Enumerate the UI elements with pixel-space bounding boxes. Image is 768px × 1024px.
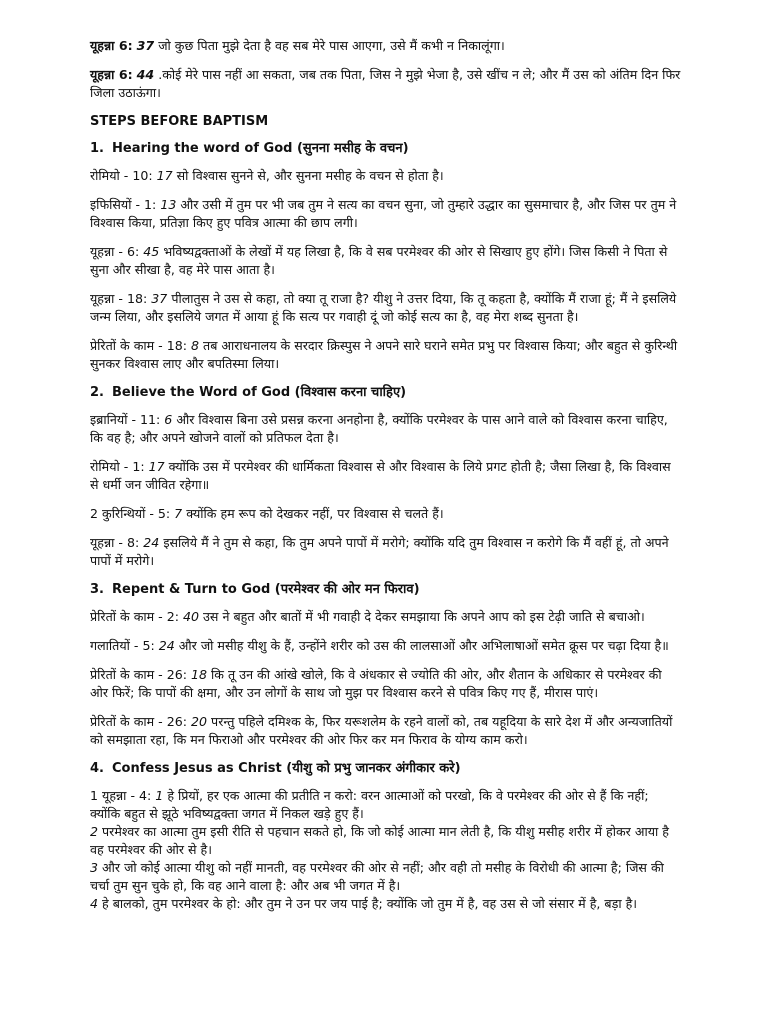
step-title: Hearing the word of God (सुनना मसीह के वचन) bbox=[112, 141, 409, 156]
verse-text: उस ने बहुत और बातों में भी गवाही दे देकर समझाया कि अपने आप को इस टेढ़ी जाति से बचाओ। bbox=[203, 609, 645, 624]
verse-number: 4 bbox=[90, 896, 99, 911]
verse-number: 20 bbox=[191, 714, 208, 729]
verse-book: 2 कुरिन्थियों - 5: bbox=[90, 506, 171, 521]
verse-text: क्योंकि हम रूप को देखकर नहीं, पर विश्वास से चलते हैं। bbox=[186, 506, 444, 521]
section-title: STEPS BEFORE BAPTISM bbox=[90, 114, 269, 129]
verse-book: प्रेरितों के काम - 2: bbox=[90, 609, 179, 624]
step-heading-2 bbox=[90, 384, 682, 402]
verse-book: रोमियो - 1: bbox=[90, 459, 145, 474]
verse-book: प्रेरितों के काम - 18: bbox=[90, 338, 187, 353]
verse-book: यूहन्ना - 18: bbox=[90, 291, 148, 306]
verse-text: हे बालको, तुम परमेश्वर के हो: और तुम ने उन पर जय पाई है; क्योंकि जो तुम में है, वह उस से जो संसार में है, बड़ा है। bbox=[102, 896, 638, 911]
step-heading-4 bbox=[90, 760, 682, 778]
verse-text: सो विश्वास सुनने से, और सुनना मसीह के वचन से होता है। bbox=[176, 168, 444, 183]
verse-paragraph bbox=[90, 243, 682, 279]
verse-reference: यूहन्ना 6: bbox=[90, 38, 133, 53]
verse-number: 40 bbox=[182, 609, 200, 624]
verse-book: प्रेरितों के काम - 26: bbox=[90, 667, 187, 682]
verse-text: परन्तु पहिले दमिश्क के, फिर यरूशलेम के रहने वालों को, तब यहूदिया के सारे देश में और अन्यजातियों को समझाता रहा, कि मन फिराओ और परमेश्वर की ओर फिर कर मन फिराव के योग्य काम करो। bbox=[90, 714, 673, 747]
verse-block bbox=[90, 787, 682, 913]
verse-paragraph bbox=[90, 823, 682, 859]
verse-text: तब आराधनालय के सरदार क्रिस्पुस ने अपने सारे घराने समेत प्रभु पर विश्वास किया; और बहुत से कुरिन्थी सुनकर विश्वास लाए और बपतिस्मा लिया। bbox=[90, 338, 678, 371]
verse-text: .कोई मेरे पास नहीं आ सकता, जब तक पिता, जिस ने मुझे भेजा है, उसे खींच न ले; और मैं उस को अंतिम दिन फिर जिला उठाऊंगा। bbox=[90, 67, 681, 100]
verse-text: और विश्वास बिना उसे प्रसन्न करना अनहोना है, क्योंकि परमेश्वर के पास आने वाले को विश्वास करना चाहिए, कि वह है; और अपने खोजने वालों को प्रतिफल देता है। bbox=[90, 412, 668, 445]
verse-book: इब्रानियों - 11: bbox=[90, 412, 161, 427]
step-number: 1. bbox=[90, 141, 104, 156]
verse-book: यूहन्ना - 6: bbox=[90, 244, 140, 259]
verse-paragraph bbox=[90, 196, 682, 232]
verse-paragraph bbox=[90, 666, 682, 702]
verse-text: और जो मसीह यीशु के हैं, उन्होंने शरीर को उस की लालसाओं और अभिलाषाओं समेत क्रूस पर चढ़ा दिया है॥ bbox=[178, 638, 669, 653]
verse-book: इफिसियों - 1: bbox=[90, 197, 157, 212]
verse-book: यूहन्ना - 8: bbox=[90, 535, 140, 550]
verse-paragraph bbox=[90, 337, 682, 373]
verse-paragraph bbox=[90, 167, 682, 185]
verse-number: 1 bbox=[155, 788, 164, 803]
verse-number: 44 bbox=[136, 67, 155, 82]
verse-paragraph bbox=[90, 859, 682, 895]
verse-number: 37 bbox=[136, 38, 155, 53]
step-number: 2. bbox=[90, 385, 104, 400]
verse-text: परमेश्वर का आत्मा तुम इसी रीति से पहचान सकते हो, कि जो कोई आत्मा मान लेती है, कि यीशु मसीह शरीर में होकर आया है वह परमेश्वर की ओर से है। bbox=[90, 824, 669, 857]
verse-paragraph bbox=[90, 608, 682, 626]
step-title: Repent & Turn to God (परमेश्वर की ओर मन फिराव) bbox=[112, 582, 420, 597]
verse-number: 13 bbox=[160, 197, 177, 212]
intro-verse-2 bbox=[90, 66, 682, 102]
verse-text: हे प्रियों, हर एक आत्मा की प्रतीति न करो: वरन आत्माओं को परखो, कि वे परमेश्वर की ओर से हैं कि नहीं; क्योंकि बहुत से झूठे भविष्यद्वक्ता जगत में निकल खड़े हुए हैं। bbox=[90, 788, 649, 821]
verse-book: गलातियों - 5: bbox=[90, 638, 155, 653]
verse-number: 6 bbox=[164, 412, 173, 427]
verse-number: 37 bbox=[151, 291, 168, 306]
verse-text: कि तू उन की आंखे खोले, कि वे अंधकार से ज्योति की ओर, और शैतान के अधिकार से परमेश्वर की ओर फिरें; कि पापों की क्षमा, और उन लोगों के साथ जो मुझ पर विश्वास करने से पवित्र किए गए हैं, मीरास पाएं। bbox=[90, 667, 662, 700]
step-heading-1 bbox=[90, 140, 682, 158]
verse-paragraph bbox=[90, 290, 682, 326]
verse-number: 17 bbox=[156, 168, 173, 183]
verse-number: 18 bbox=[191, 667, 208, 682]
verse-number: 24 bbox=[143, 535, 160, 550]
step-heading-3 bbox=[90, 581, 682, 599]
intro-verse-1 bbox=[90, 37, 682, 55]
verse-text: और जो कोई आत्मा यीशु को नहीं मानती, वह परमेश्वर की ओर से नहीं; और वही तो मसीह के विरोधी की आत्मा है; जिस की चर्चा तुम सुन चुके हो, कि वह आने वाला है: और अब भी जगत में है। bbox=[90, 860, 664, 893]
verse-paragraph bbox=[90, 787, 682, 823]
verse-number: 8 bbox=[191, 338, 200, 353]
verse-number: 24 bbox=[158, 638, 175, 653]
verse-number: 2 bbox=[90, 824, 99, 839]
verse-paragraph bbox=[90, 895, 682, 913]
step-title: Confess Jesus as Christ (यीशु को प्रभु जानकर अंगीकार करे) bbox=[112, 761, 461, 776]
verse-book: प्रेरितों के काम - 26: bbox=[90, 714, 187, 729]
verse-number: 45 bbox=[143, 244, 160, 259]
verse-paragraph bbox=[90, 713, 682, 749]
verse-text: जो कुछ पिता मुझे देता है वह सब मेरे पास आएगा, उसे मैं कभी न निकालूंगा। bbox=[158, 38, 505, 53]
verse-paragraph bbox=[90, 411, 682, 447]
verse-text: क्योंकि उस में परमेश्वर की धार्मिकता विश्वास से और विश्वास के लिये प्रगट होती है; जैसा लिखा है, कि विश्वास से धर्मी जन जीवित रहेगा॥ bbox=[90, 459, 671, 492]
verse-number: 7 bbox=[174, 506, 183, 521]
verse-paragraph bbox=[90, 458, 682, 494]
verse-paragraph bbox=[90, 637, 682, 655]
verse-paragraph bbox=[90, 534, 682, 570]
verse-text: भविष्यद्वक्ताओं के लेखों में यह लिखा है, कि वे सब परमेश्वर की ओर से सिखाए हुए होंगे। जिस किसी ने पिता से सुना और सीखा है, वह मेरे पास आता है। bbox=[90, 244, 668, 277]
verse-reference: यूहन्ना 6: bbox=[90, 67, 133, 82]
verse-paragraph bbox=[90, 505, 682, 523]
step-number: 4. bbox=[90, 761, 104, 776]
step-number: 3. bbox=[90, 582, 104, 597]
verse-book: रोमियो - 10: bbox=[90, 168, 153, 183]
verse-text: और उसी में तुम पर भी जब तुम ने सत्य का वचन सुना, जो तुम्हारे उद्धार का सुसमाचार है, और जिस पर तुम ने विश्वास किया, प्रतिज्ञा किए हुए पवित्र आत्मा की छाप लगी। bbox=[90, 197, 677, 230]
verse-book: 1 यूहन्ना - 4: bbox=[90, 788, 152, 803]
verse-number: 3 bbox=[90, 860, 99, 875]
verse-text: पीलातुस ने उस से कहा, तो क्या तू राजा है? यीशु ने उत्तर दिया, कि तू कहता है, क्योंकि मैं राजा हूं; मैं ने इसलिये जन्म लिया, और इसलिये जगत में आया हूं कि सत्य पर गवाही दूं जो कोई सत्य का है, वह मेरा शब्द सुनता है। bbox=[90, 291, 677, 324]
verse-number: 17 bbox=[148, 459, 165, 474]
verse-text: इसलिये मैं ने तुम से कहा, कि तुम अपने पापों में मरोगे; क्योंकि यदि तुम विश्वास न करोगे कि मैं वहीं हूं, तो अपने पापों में मरोगे। bbox=[90, 535, 669, 568]
step-title: Believe the Word of God (विश्वास करना चाहिए) bbox=[112, 385, 407, 400]
